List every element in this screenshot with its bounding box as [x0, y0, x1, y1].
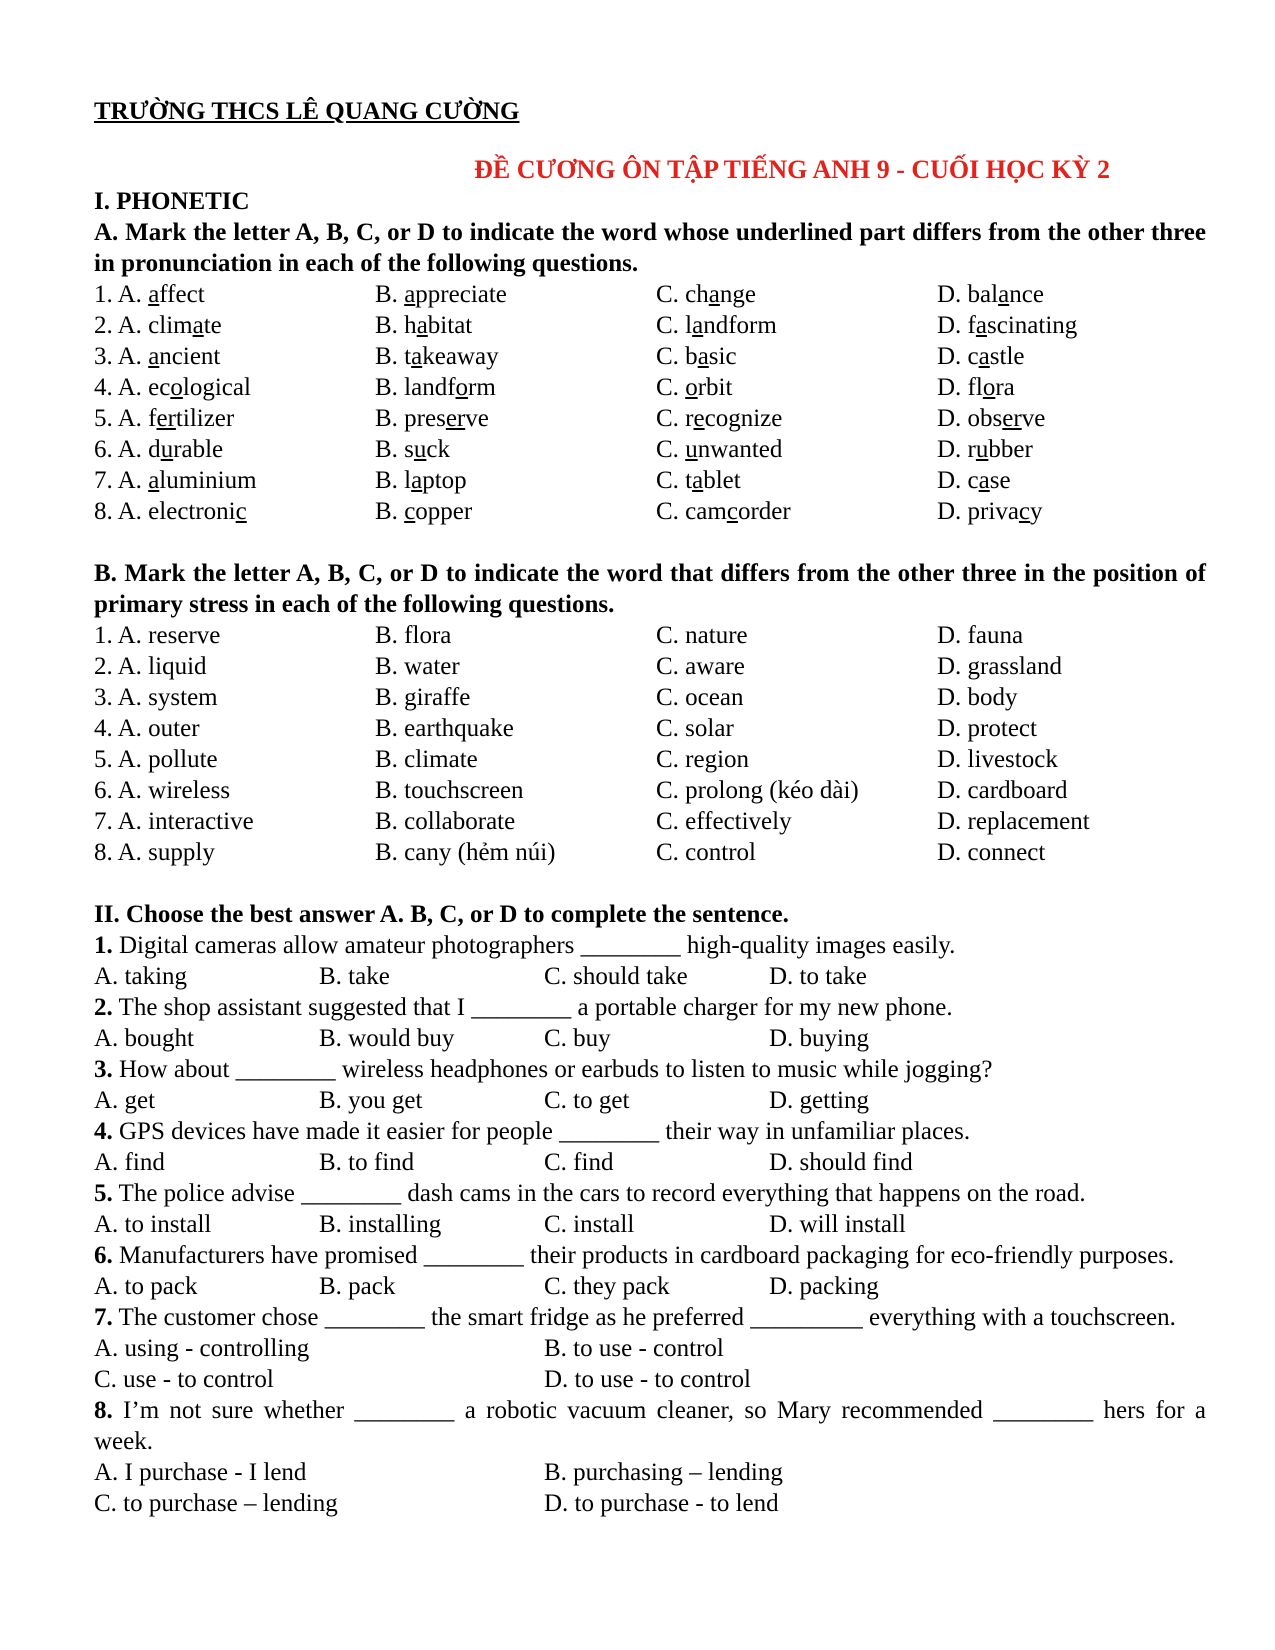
underlined-part: a	[148, 343, 160, 370]
question-number: 6.	[94, 1242, 113, 1269]
answer-option: C. aware	[656, 653, 745, 680]
answer-option: C. camcorder	[656, 498, 791, 525]
answer-option: B. pack	[319, 1273, 396, 1300]
answer-option: 6. A. wireless	[94, 777, 231, 804]
answer-option: B. cany (hẻm núi)	[375, 839, 556, 866]
answer-option: B. to use - control	[544, 1335, 724, 1362]
answer-option: C. unwanted	[656, 436, 783, 463]
options-row	[94, 1209, 1206, 1240]
underlined-part: er	[156, 405, 176, 432]
question-number: 4.	[94, 1118, 113, 1145]
underlined-part: a	[697, 343, 709, 370]
answer-option: C. find	[544, 1149, 614, 1176]
question-row	[94, 837, 1206, 868]
underlined-part: o	[982, 374, 996, 401]
underlined-part: er	[445, 405, 466, 432]
answer-option: A. taking	[94, 963, 188, 990]
question-row	[94, 713, 1206, 744]
question-row	[94, 403, 1206, 434]
answer-option: D. replacement	[937, 808, 1090, 835]
underlined-part: u	[975, 436, 989, 463]
answer-option: B. climate	[375, 746, 478, 773]
section-phonetic-heading: I. PHONETIC	[94, 188, 250, 215]
answer-option: D. should find	[769, 1149, 913, 1176]
answer-option: C. prolong (kéo dài)	[656, 777, 859, 804]
answer-option: C. basic	[656, 343, 737, 370]
answer-option: C. to purchase – lending	[94, 1490, 338, 1517]
underlined-part: a	[148, 467, 160, 494]
answer-option: A. I purchase - I lend	[94, 1459, 307, 1486]
answer-option: C. landform	[656, 312, 777, 339]
answer-option: D. observe	[937, 405, 1046, 432]
answer-option: C. effectively	[656, 808, 792, 835]
options-row	[94, 1271, 1206, 1302]
underlined-part: c	[235, 498, 247, 525]
answer-option: D. connect	[937, 839, 1046, 866]
answer-option: D. cardboard	[937, 777, 1068, 804]
answer-option: B. landform	[375, 374, 496, 401]
answer-option: D. to take	[769, 963, 867, 990]
answer-option: 5. A. fertilizer	[94, 405, 235, 432]
underlined-part: a	[978, 467, 990, 494]
underlined-part: er	[1002, 405, 1022, 432]
answer-option: C. region	[656, 746, 750, 773]
options-row	[94, 1364, 1206, 1395]
answer-option: 2. A. liquid	[94, 653, 207, 680]
options-row	[94, 1023, 1206, 1054]
question-number: 5.	[94, 1180, 113, 1207]
answer-option: 8. A. electronic	[94, 498, 247, 525]
underlined-part: a	[692, 312, 704, 339]
underlined-part: a	[404, 281, 416, 308]
underlined-part: a	[411, 343, 423, 370]
answer-option: B. collaborate	[375, 808, 516, 835]
answer-option: B. suck	[375, 436, 451, 463]
underlined-part: a	[416, 312, 428, 339]
answer-option: D. flora	[937, 374, 1015, 401]
answer-option: A. to pack	[94, 1273, 198, 1300]
underlined-part: a	[692, 467, 704, 494]
answer-option: D. privacy	[937, 498, 1043, 525]
question-text: 8. I’m not sure whether ________ a robotic vacuum cleaner, so Mary recommended ________ hers for a week.	[94, 1397, 1206, 1455]
answer-option: 1. A. affect	[94, 281, 205, 308]
answer-option: D. getting	[769, 1087, 869, 1114]
question-row	[94, 806, 1206, 837]
document-page	[94, 92, 1206, 1519]
answer-option: 8. A. supply	[94, 839, 215, 866]
answer-option: C. ocean	[656, 684, 744, 711]
answer-option: B. would buy	[319, 1025, 455, 1052]
answer-option: D. castle	[937, 343, 1025, 370]
part-a-questions	[94, 279, 1206, 527]
question-row	[94, 744, 1206, 775]
answer-option: A. find	[94, 1149, 165, 1176]
underlined-part: e	[693, 405, 705, 432]
answer-option: B. earthquake	[375, 715, 514, 742]
options-row	[94, 1457, 1206, 1488]
answer-option: D. rubber	[937, 436, 1033, 463]
question-text: 1. Digital cameras allow amateur photographers ________ high-quality images easily.	[94, 932, 956, 959]
options-row	[94, 961, 1206, 992]
part-b-instruction: B. Mark the letter A, B, C, or D to indicate the word that differs from the other three in the position of primary stress in each of the following questions.	[94, 560, 1206, 618]
answer-option: B. purchasing – lending	[544, 1459, 783, 1486]
underlined-part: a	[975, 312, 987, 339]
options-row	[94, 1488, 1206, 1519]
answer-option: B. laptop	[375, 467, 467, 494]
answer-option: C. should take	[544, 963, 688, 990]
answer-option: C. buy	[544, 1025, 611, 1052]
answer-option: C. solar	[656, 715, 734, 742]
answer-option: A. get	[94, 1087, 156, 1114]
answer-option: C. install	[544, 1211, 635, 1238]
answer-option: 3. A. ancient	[94, 343, 221, 370]
answer-option: C. recognize	[656, 405, 783, 432]
underlined-part: c	[1018, 498, 1031, 525]
answer-option: D. balance	[937, 281, 1044, 308]
answer-option: A. bought	[94, 1025, 194, 1052]
answer-option: 1. A. reserve	[94, 622, 221, 649]
document-title: ĐỀ CƯƠNG ÔN TẬP TIẾNG ANH 9 - CUỐI HỌC KỲ 2	[474, 155, 1110, 184]
answer-option: 4. A. outer	[94, 715, 200, 742]
answer-option: C. orbit	[656, 374, 733, 401]
answer-option: D. packing	[769, 1273, 879, 1300]
answer-option: D. fauna	[937, 622, 1024, 649]
underlined-part: a	[998, 281, 1010, 308]
answer-option: 3. A. system	[94, 684, 218, 711]
answer-option: D. livestock	[937, 746, 1058, 773]
question-text: 2. The shop assistant suggested that I ________ a portable charger for my new phone.	[94, 994, 953, 1021]
school-name: TRƯỜNG THCS LÊ QUANG CƯỜNG	[94, 98, 520, 125]
answer-option: D. body	[937, 684, 1018, 711]
answer-option: D. to purchase - to lend	[544, 1490, 779, 1517]
answer-option: A. to install	[94, 1211, 212, 1238]
answer-option: 7. A. interactive	[94, 808, 254, 835]
underlined-part: u	[685, 436, 698, 463]
answer-option: A. using - controlling	[94, 1335, 310, 1362]
answer-option: B. take	[319, 963, 390, 990]
answer-option: B. flora	[375, 622, 452, 649]
answer-option: B. water	[375, 653, 460, 680]
answer-option: D. fascinating	[937, 312, 1078, 339]
question-number: 2.	[94, 994, 113, 1021]
answer-option: D. grassland	[937, 653, 1062, 680]
answer-option: B. copper	[375, 498, 473, 525]
answer-option: D. protect	[937, 715, 1037, 742]
answer-option: B. you get	[319, 1087, 423, 1114]
question-text: 6. Manufacturers have promised ________ their products in cardboard packaging for eco-friendly purposes.	[94, 1242, 1175, 1269]
question-row	[94, 310, 1206, 341]
options-row	[94, 1085, 1206, 1116]
answer-option: 2. A. climate	[94, 312, 222, 339]
underlined-part: a	[148, 281, 160, 308]
question-row	[94, 279, 1206, 310]
underlined-part: o	[685, 374, 698, 401]
answer-option: B. giraffe	[375, 684, 471, 711]
underlined-part: a	[978, 343, 990, 370]
underlined-part: c	[726, 498, 738, 525]
answer-option: B. to find	[319, 1149, 415, 1176]
answer-option: 7. A. aluminium	[94, 467, 257, 494]
underlined-part: u	[160, 436, 174, 463]
question-row	[94, 372, 1206, 403]
question-text: 7. The customer chose ________ the smart fridge as he preferred _________ everything with a touchscreen.	[94, 1304, 1176, 1331]
question-number: 3.	[94, 1056, 113, 1083]
question-row	[94, 620, 1206, 651]
answer-option: 4. A. ecological	[94, 374, 251, 401]
answer-option: D. case	[937, 467, 1011, 494]
answer-option: D. to use - to control	[544, 1366, 751, 1393]
answer-option: B. touchscreen	[375, 777, 524, 804]
question-row	[94, 465, 1206, 496]
answer-option: C. they pack	[544, 1273, 670, 1300]
underlined-part: u	[413, 436, 427, 463]
underlined-part: o	[170, 374, 183, 401]
question-row	[94, 434, 1206, 465]
answer-option: C. control	[656, 839, 756, 866]
question-text: 4. GPS devices have made it easier for people ________ their way in unfamiliar places.	[94, 1118, 971, 1145]
underlined-part: a	[708, 281, 720, 308]
answer-option: C. tablet	[656, 467, 741, 494]
answer-option: B. preserve	[375, 405, 489, 432]
answer-option: D. will install	[769, 1211, 906, 1238]
question-row	[94, 682, 1206, 713]
section-grammar-heading: II. Choose the best answer A. B, C, or D to complete the sentence.	[94, 901, 789, 928]
question-text: 3. How about ________ wireless headphones or earbuds to listen to music while jogging?	[94, 1056, 993, 1083]
options-row	[94, 1333, 1206, 1364]
question-number: 8.	[94, 1397, 113, 1424]
question-row	[94, 775, 1206, 806]
part-b-questions	[94, 620, 1206, 868]
underlined-part: o	[455, 374, 469, 401]
question-row	[94, 341, 1206, 372]
answer-option: C. change	[656, 281, 756, 308]
part-a-instruction: A. Mark the letter A, B, C, or D to indicate the word whose underlined part differs from the other three in pronunciation in each of the following questions.	[94, 219, 1206, 277]
options-row	[94, 1147, 1206, 1178]
grammar-questions	[94, 930, 1206, 1519]
answer-option: C. to get	[544, 1087, 630, 1114]
answer-option: 6. A. durable	[94, 436, 224, 463]
underlined-part: a	[192, 312, 204, 339]
question-row	[94, 496, 1206, 527]
underlined-part: a	[411, 467, 423, 494]
answer-option: B. installing	[319, 1211, 442, 1238]
question-text: 5. The police advise ________ dash cams in the cars to record everything that happens on the road.	[94, 1180, 1086, 1207]
answer-option: C. use - to control	[94, 1366, 274, 1393]
answer-option: 5. A. pollute	[94, 746, 218, 773]
answer-option: B. takeaway	[375, 343, 499, 370]
answer-option: C. nature	[656, 622, 748, 649]
answer-option: D. buying	[769, 1025, 869, 1052]
question-number: 7.	[94, 1304, 113, 1331]
answer-option: B. appreciate	[375, 281, 507, 308]
underlined-part: c	[404, 498, 416, 525]
question-row	[94, 651, 1206, 682]
answer-option: B. habitat	[375, 312, 473, 339]
question-number: 1.	[94, 932, 113, 959]
